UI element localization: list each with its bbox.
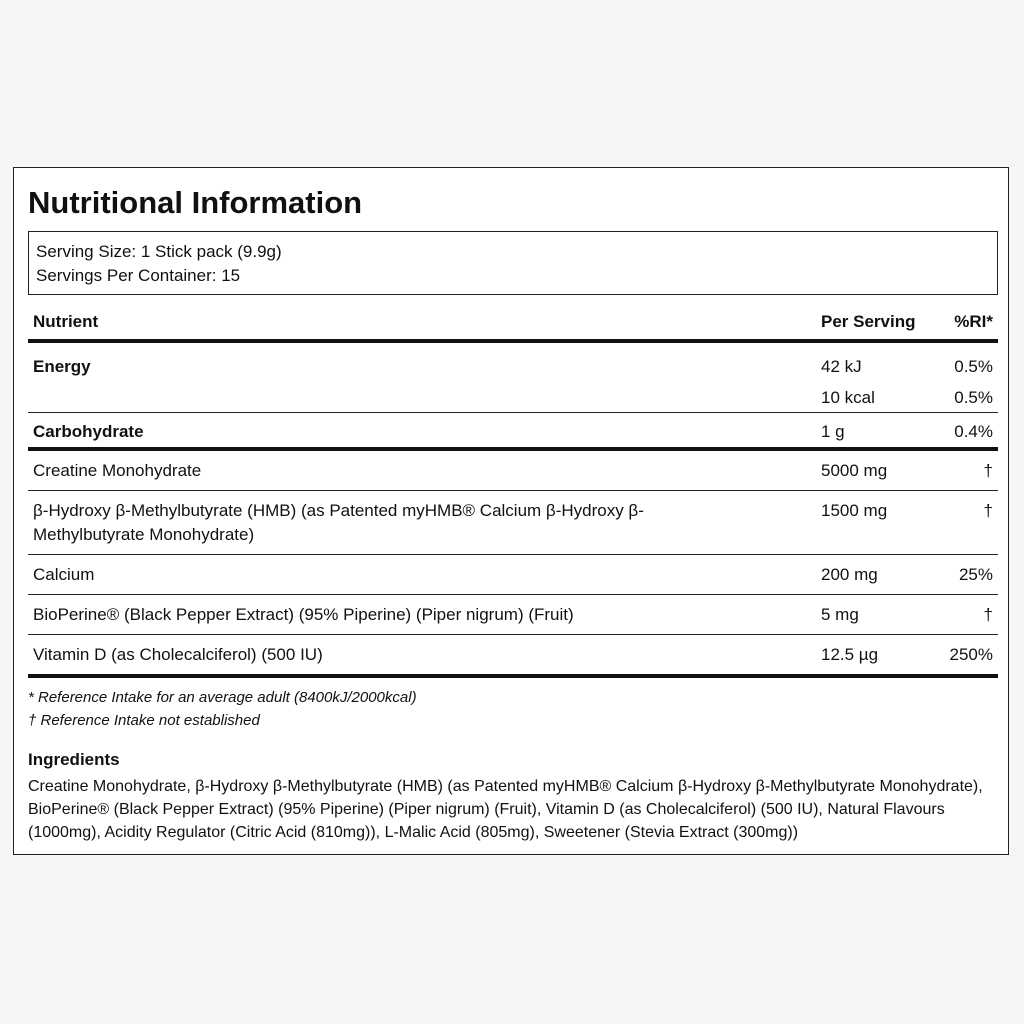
table-row: [28, 595, 998, 635]
nutrient-value: 12.5 µg: [816, 635, 936, 677]
serving-size: Serving Size: 1 Stick pack (9.9g): [36, 242, 282, 261]
nutrient-label: BioPerine® (Black Pepper Extract) (95% Piperine) (Piper nigrum) (Fruit): [28, 595, 816, 635]
carbohydrate-ri: 0.4%: [936, 413, 998, 450]
footnotes: [28, 686, 417, 732]
header-per-serving: Per Serving: [816, 305, 936, 341]
table-row: [28, 555, 998, 595]
nutrient-label-energy: Energy: [33, 357, 91, 376]
nutrient-label: β-Hydroxy β-Methylbutyrate (HMB) (as Patented myHMB® Calcium β-Hydroxy β-Methylbutyrate Monohydrate): [28, 491, 816, 555]
nutrient-value: 5000 mg: [816, 449, 936, 491]
nutrient-label: Calcium: [28, 555, 816, 595]
nutrient-value: 5 mg: [816, 595, 936, 635]
dagger-footnote: † Reference Intake not established: [28, 712, 260, 729]
ingredients-title: Ingredients: [28, 750, 120, 769]
table-row: [28, 635, 998, 677]
table-row-energy-kcal: [28, 377, 998, 413]
nutrient-label: Creatine Monohydrate: [28, 449, 816, 491]
nutrition-table: [28, 305, 998, 678]
energy-kj-ri: 0.5%: [954, 357, 993, 376]
header-ri: %RI*: [936, 305, 998, 341]
ingredients-text: Creatine Monohydrate, β-Hydroxy β-Methylbutyrate (HMB) (as Patented myHMB® Calcium β-Hydroxy β-Methylbutyrate Monohydrate), BioPerine® (Black Pepper Extract) (95% Piperine) (Piper nigrum) (Fruit), Vitamin D (as Cholecalciferol) (500 IU), Natural Flavours (1000mg), Acidity Regulator (Citric Acid (810mg)), L-Malic Acid (805mg), Sweetener (Stevia Extract (300mg)): [28, 778, 983, 841]
table-row: [28, 491, 998, 555]
nutrient-value: 200 mg: [816, 555, 936, 595]
serving-info-box: [28, 231, 998, 295]
table-header-row: [28, 305, 998, 341]
nutrient-value: 1500 mg: [816, 491, 936, 555]
energy-kcal-value: 10 kcal: [816, 377, 936, 413]
nutrient-label: Vitamin D (as Cholecalciferol) (500 IU): [28, 635, 816, 677]
nutrient-ri: 250%: [936, 635, 998, 677]
energy-kcal-ri: 0.5%: [936, 377, 998, 413]
nutrient-label-carbohydrate: Carbohydrate: [28, 413, 816, 450]
nutrition-panel: [13, 167, 1009, 855]
nutrient-ri: 25%: [936, 555, 998, 595]
energy-kj-value: 42 kJ: [821, 357, 862, 376]
nutrient-ri: †: [936, 449, 998, 491]
table-row: [28, 449, 998, 491]
header-nutrient: Nutrient: [28, 305, 816, 341]
servings-per-container: Servings Per Container: 15: [36, 266, 241, 285]
page-title: Nutritional Information: [28, 185, 363, 220]
table-row-carbohydrate: [28, 413, 998, 450]
empty-cell: [28, 377, 816, 413]
carbohydrate-value: 1 g: [816, 413, 936, 450]
nutrient-ri: †: [936, 491, 998, 555]
table-row-energy-kj: [28, 341, 998, 377]
nutrient-ri: †: [936, 595, 998, 635]
ri-footnote: * Reference Intake for an average adult (8400kJ/2000kcal): [28, 689, 417, 706]
